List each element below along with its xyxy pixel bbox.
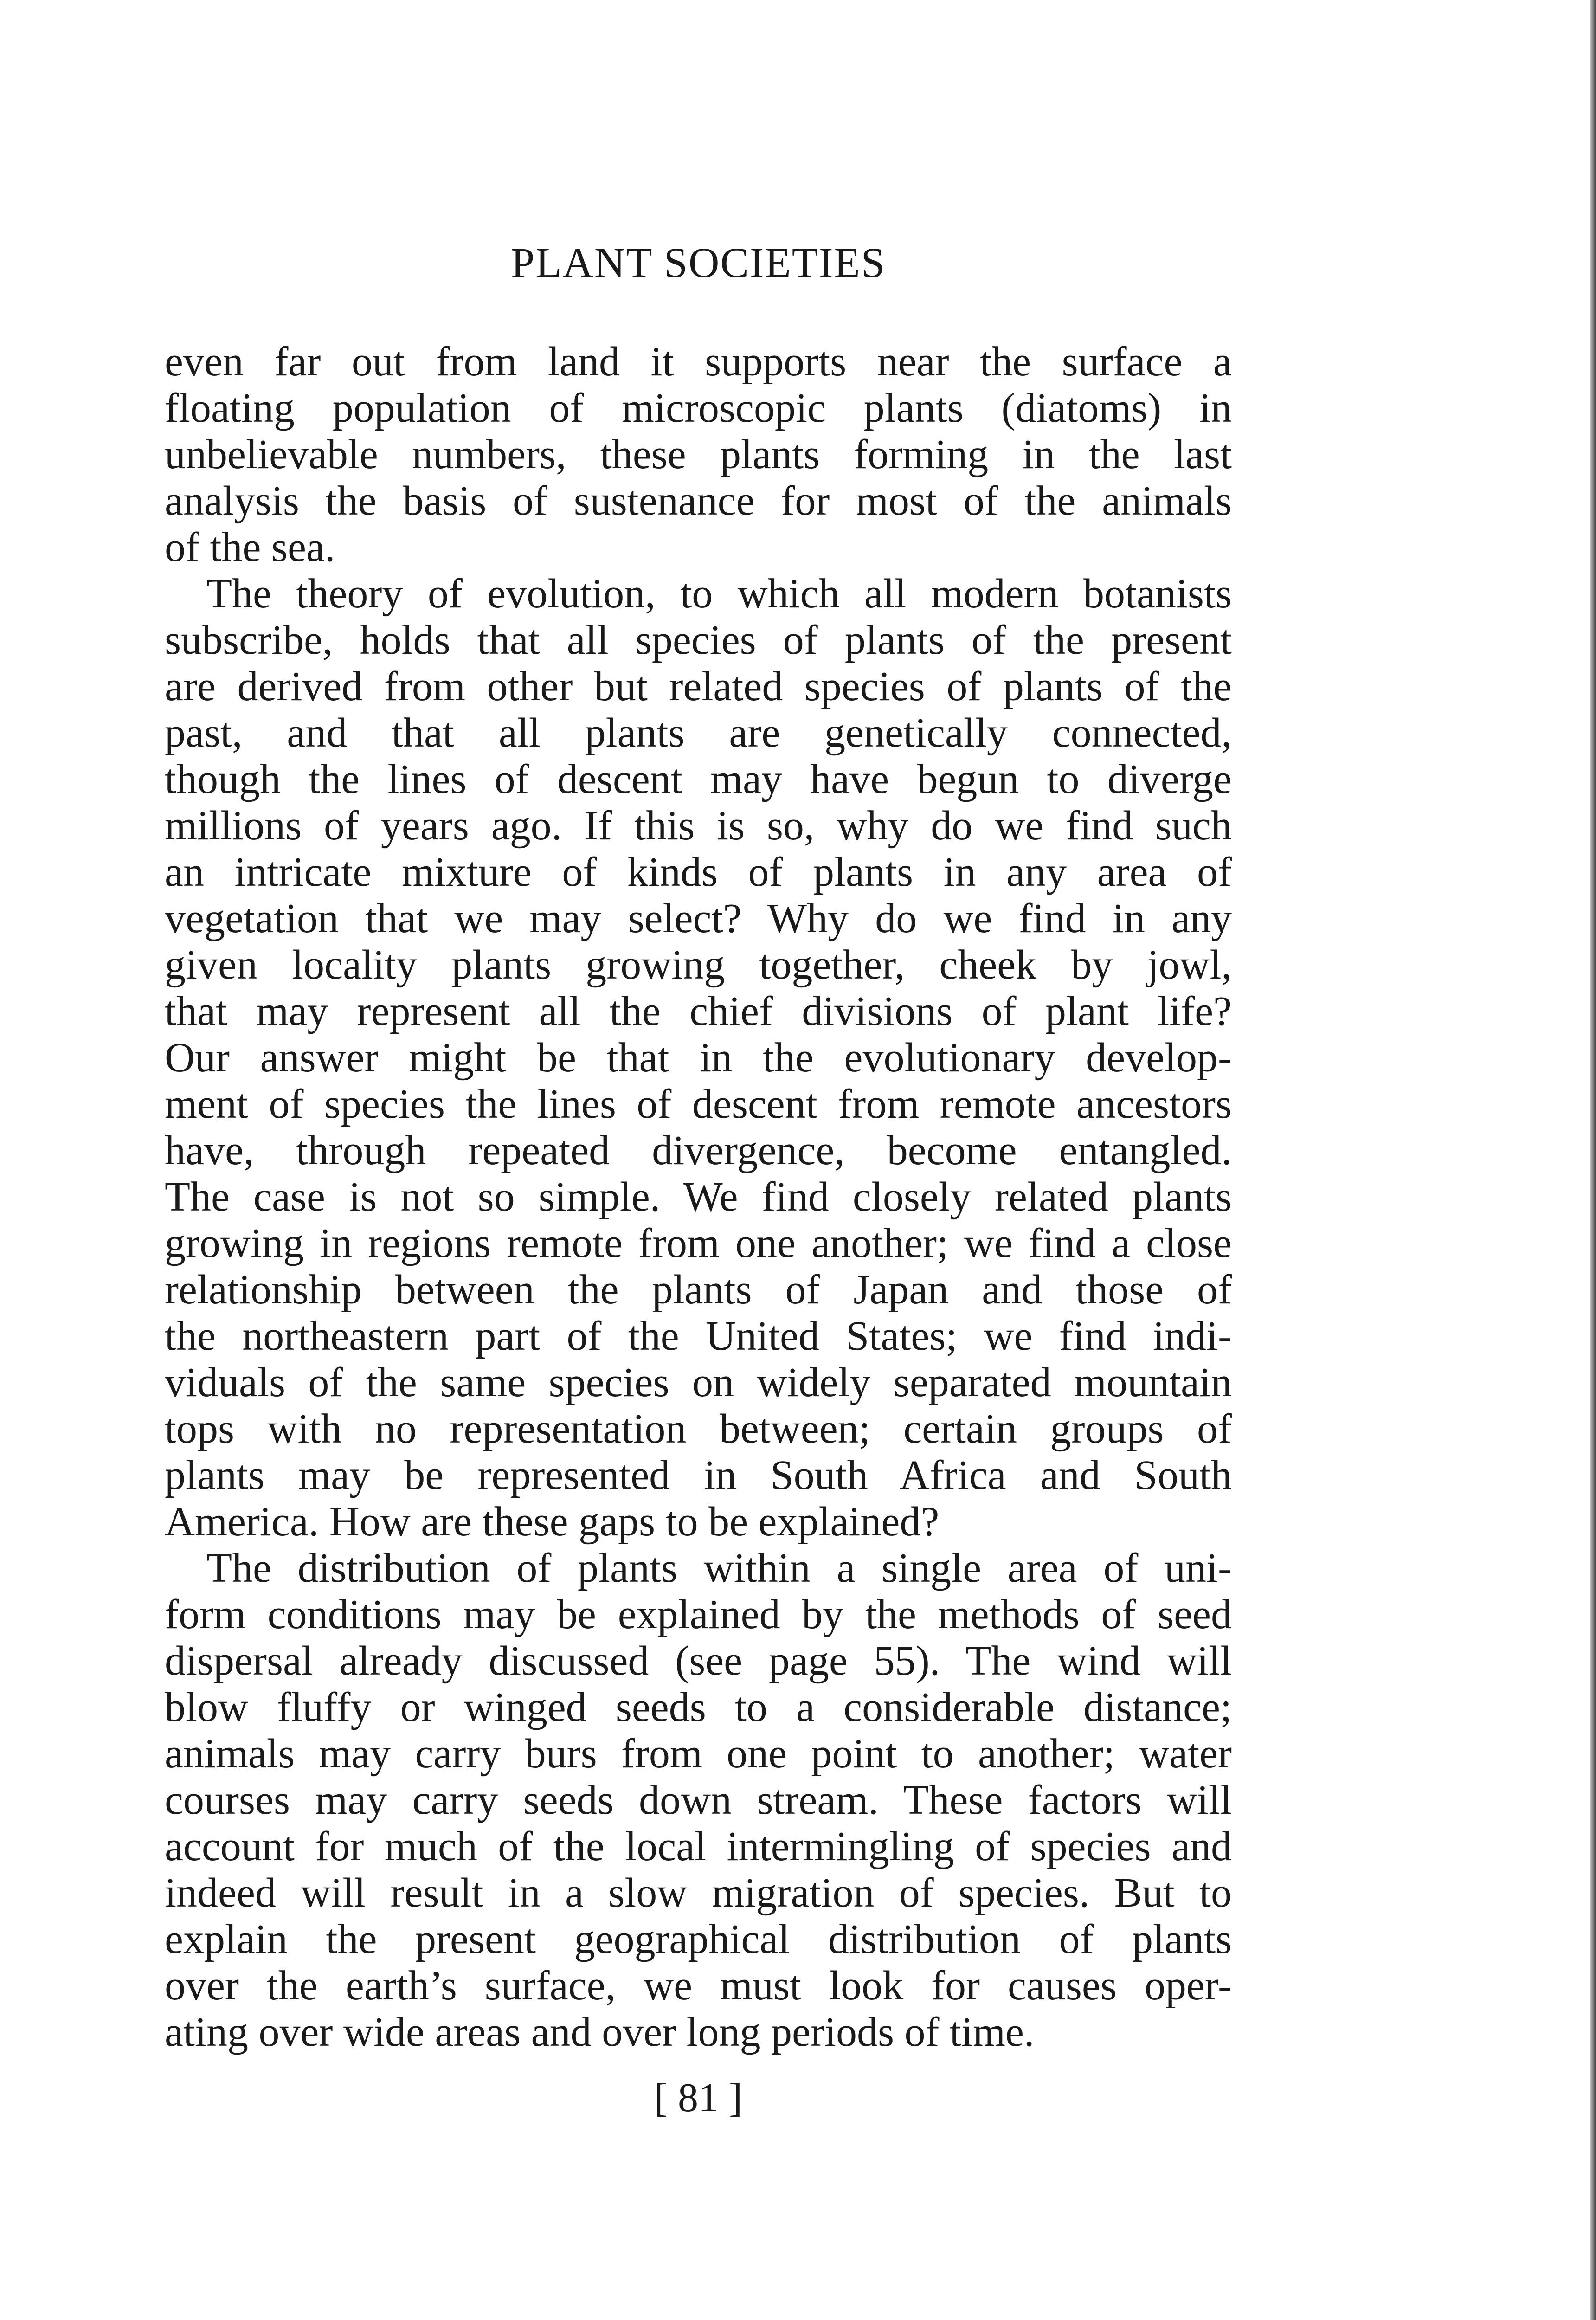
text-line: animals may carry burs from one point to another; water — [165, 1731, 1232, 1777]
text-line: account for much of the local intermingling of species and — [165, 1824, 1232, 1869]
text-line: blow fluffy or winged seeds to a considerable distance; — [165, 1684, 1232, 1730]
text-line: subscribe, holds that all species of plants of the present — [165, 617, 1232, 663]
text-line: growing in regions remote from one another; we find a close — [165, 1220, 1232, 1266]
text-line: have, through repeated divergence, become entangled. — [165, 1128, 1232, 1173]
text-line: unbelievable numbers, these plants forming in the last — [165, 432, 1232, 477]
body-text — [165, 339, 1232, 2056]
text-line: tops with no representation between; certain groups of — [165, 1406, 1232, 1452]
text-line: past, and that all plants are genetically connected, — [165, 710, 1232, 756]
text-line: of the sea. — [165, 524, 335, 570]
text-line: ment of species the lines of descent from remote ancestors — [165, 1081, 1232, 1127]
page-edge-shadow — [1590, 0, 1596, 2320]
running-head: PLANT SOCIETIES — [511, 239, 886, 286]
text-line: over the earth’s surface, we must look for causes oper- — [165, 1963, 1232, 2009]
text-line: an intricate mixture of kinds of plants in any area of — [165, 849, 1232, 895]
text-line: millions of years ago. If this is so, why do we find such — [165, 803, 1232, 849]
text-line: indeed will result in a slow migration of species. But to — [165, 1870, 1232, 1916]
text-line: America. How are these gaps to be explained? — [165, 1499, 940, 1545]
text-line: explain the present geographical distribution of plants — [165, 1916, 1232, 1962]
text-line: relationship between the plants of Japan and those of — [165, 1267, 1232, 1313]
page-number: [ 81 ] — [654, 2075, 743, 2120]
text-line: are derived from other but related species of plants of the — [165, 664, 1232, 709]
text-line: though the lines of descent may have begun to diverge — [165, 756, 1232, 802]
text-line: analysis the basis of sustenance for most of the animals — [165, 478, 1232, 524]
text-line: courses may carry seeds down stream. These factors will — [165, 1777, 1232, 1823]
text-line: form conditions may be explained by the methods of seed — [165, 1592, 1232, 1637]
text-line: The theory of evolution, to which all modern botanists — [206, 571, 1232, 617]
text-line: dispersal already discussed (see page 55). The wind will — [165, 1638, 1232, 1684]
text-line: that may represent all the chief divisions of plant life? — [165, 988, 1232, 1034]
text-line: the northeastern part of the United States; we find indi- — [165, 1313, 1232, 1359]
text-line: The distribution of plants within a single area of uni- — [206, 1545, 1232, 1591]
text-line: viduals of the same species on widely separated mountain — [165, 1360, 1232, 1405]
text-line: Our answer might be that in the evolutionary develop- — [165, 1035, 1232, 1081]
text-line: The case is not so simple. We find closely related plants — [165, 1174, 1232, 1220]
text-line: vegetation that we may select? Why do we find in any — [165, 896, 1232, 941]
text-line: ating over wide areas and over long periods of time. — [165, 2009, 1035, 2055]
text-line: given locality plants growing together, cheek by jowl, — [165, 942, 1232, 988]
text-line: plants may be represented in South Africa and South — [165, 1452, 1232, 1498]
text-line: floating population of microscopic plants (diatoms) in — [165, 385, 1232, 431]
text-line: even far out from land it supports near the surface a — [165, 339, 1232, 385]
